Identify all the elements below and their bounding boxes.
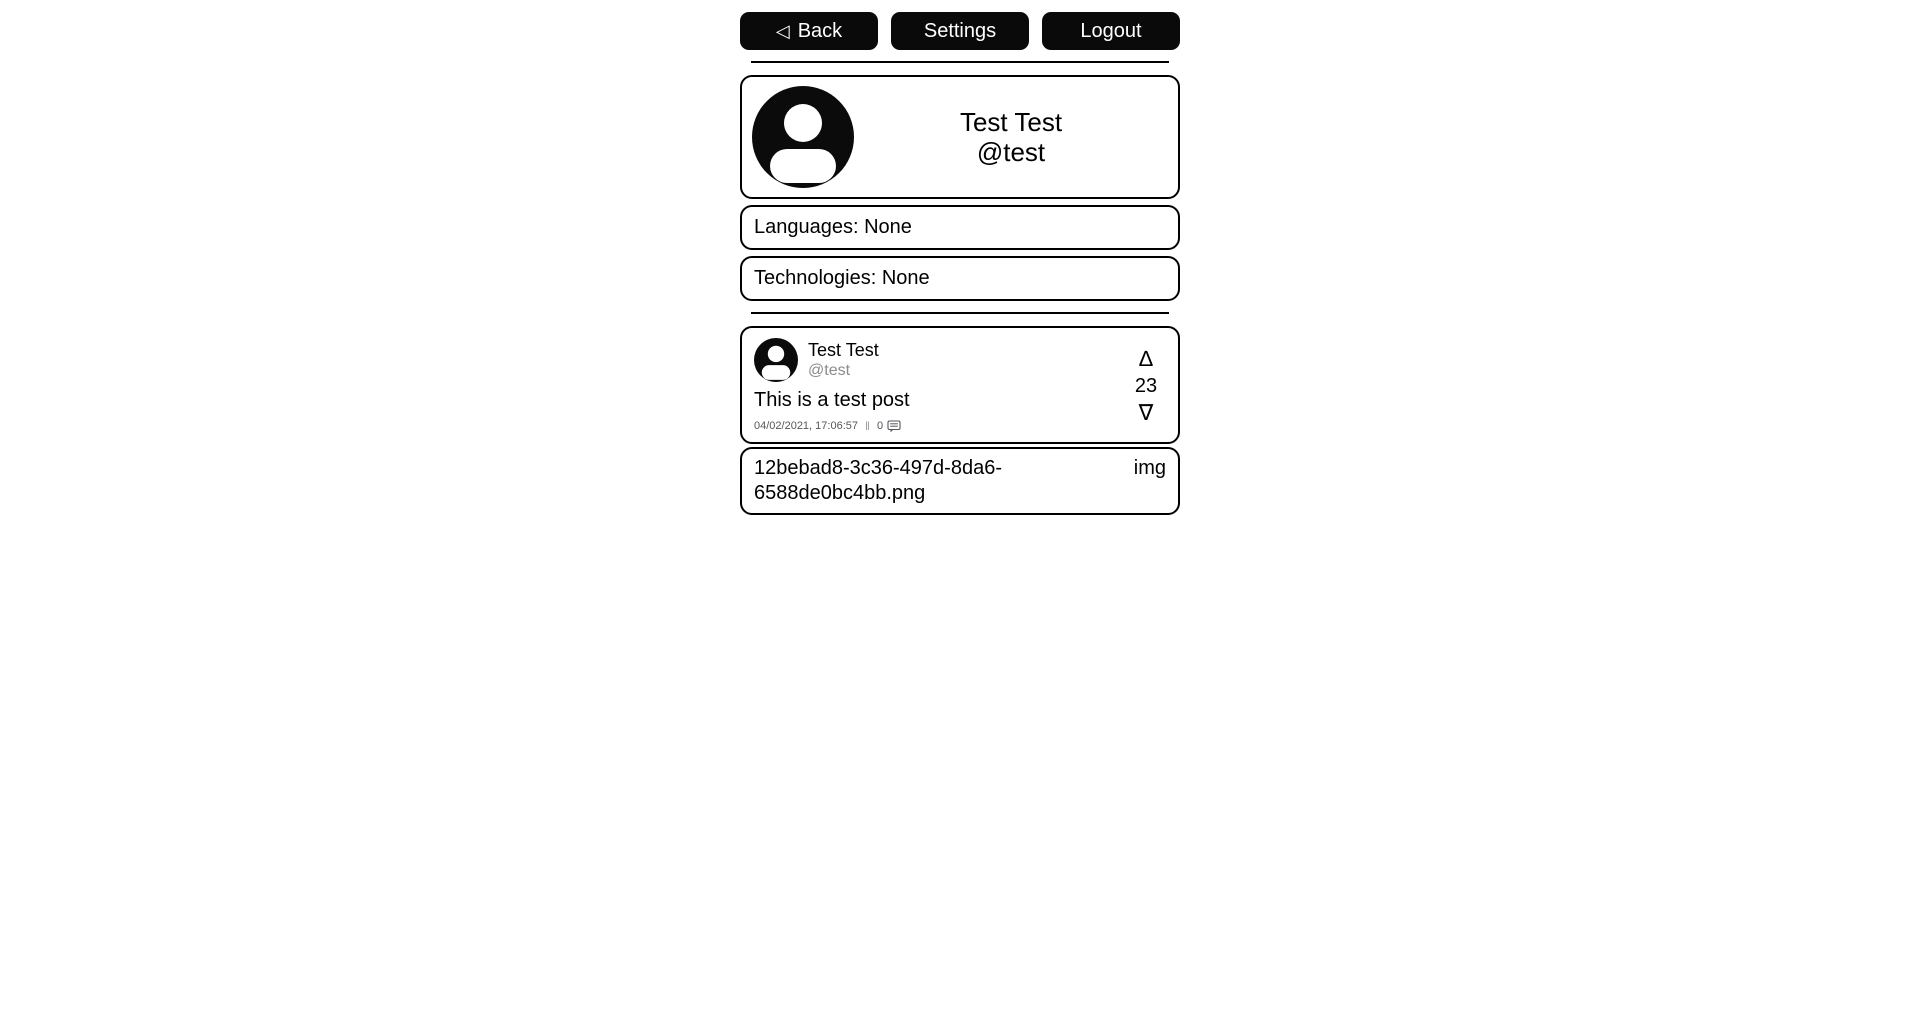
languages-label: Languages: None bbox=[754, 216, 912, 238]
back-button[interactable] bbox=[740, 12, 878, 50]
post-author bbox=[808, 339, 879, 381]
posts-divider bbox=[751, 312, 1169, 314]
post-timestamp: 04/02/2021, 17:06:57 bbox=[754, 420, 858, 432]
upvote-button[interactable]: ∆ bbox=[1139, 346, 1153, 371]
post-score: 23 bbox=[1134, 375, 1158, 397]
toolbar-divider bbox=[751, 61, 1169, 63]
post-author-avatar-icon bbox=[754, 338, 798, 382]
profile-card bbox=[740, 75, 1180, 199]
profile-identity bbox=[854, 107, 1168, 167]
post-header bbox=[754, 338, 1128, 382]
post-body: This is a test post bbox=[754, 389, 910, 411]
toolbar bbox=[740, 12, 1180, 50]
languages-box bbox=[740, 205, 1180, 250]
logout-button[interactable]: Logout bbox=[1042, 12, 1180, 50]
attachment-type-label: img bbox=[1133, 457, 1166, 479]
attachment-row[interactable] bbox=[740, 447, 1180, 515]
vote-column bbox=[1128, 338, 1164, 434]
post-meta bbox=[754, 418, 1128, 434]
post-author-name: Test Test bbox=[808, 340, 879, 360]
comments-icon bbox=[887, 420, 901, 433]
profile-name: Test Test bbox=[959, 107, 1063, 137]
back-arrow-icon: ◁ bbox=[775, 21, 790, 41]
profile-handle: @test bbox=[976, 137, 1046, 167]
settings-button[interactable]: Settings bbox=[891, 12, 1029, 50]
meta-separator: ‖ bbox=[864, 419, 870, 433]
technologies-box bbox=[740, 256, 1180, 301]
user-avatar-icon bbox=[752, 86, 854, 188]
attachment-filename: 12bebad8-3c36-497d-8da6-6588de0bc4bb.png bbox=[754, 457, 1002, 504]
profile-page-column bbox=[740, 0, 1180, 515]
comments-counter bbox=[877, 418, 901, 434]
post-content bbox=[754, 338, 1128, 434]
post-card bbox=[740, 326, 1180, 444]
back-button-label: Back bbox=[797, 19, 843, 42]
downvote-button[interactable]: ∇ bbox=[1138, 400, 1154, 425]
technologies-label: Technologies: None bbox=[754, 267, 930, 289]
comment-count: 0 bbox=[876, 420, 884, 432]
post-author-handle: @test bbox=[808, 362, 851, 379]
